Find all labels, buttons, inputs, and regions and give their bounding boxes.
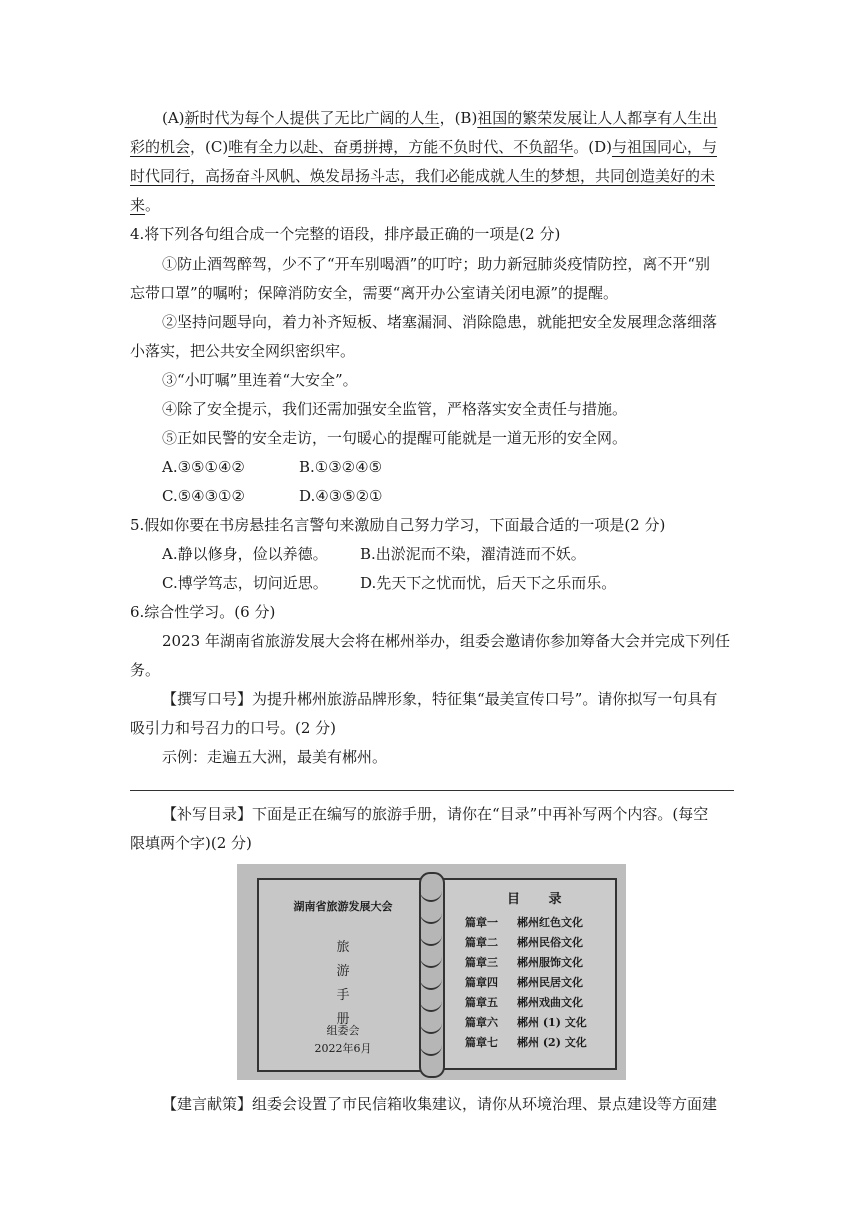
- intro-line-2: [130, 133, 734, 162]
- q5-option-d[interactable]: D.先天下之忧而忧，后天下之乐而乐。: [360, 574, 617, 592]
- intro-line-3: 时代同行，高扬奋斗风帆、焕发昂扬斗志，我们必能成就人生的梦想，共同创造美好的未: [130, 167, 716, 185]
- q6-slogan-b: 吸引力和号召力的口号。(2 分): [130, 719, 337, 737]
- segment-b-end: 彩的机会: [130, 138, 191, 156]
- segment-d-start: 与祖国同心，与: [611, 138, 717, 156]
- toc-text: 郴州 (1) 文化: [517, 1016, 587, 1029]
- q4-sentence-2a: ②坚持问题导向，着力补齐短板、堵塞漏洞、消除隐患，就能把安全发展理念落细落: [162, 313, 718, 331]
- cover-header: 湖南省旅游发展大会: [293, 900, 393, 913]
- toc-chapter: 篇章一: [465, 916, 498, 929]
- q6-intro-b: 务。: [130, 661, 161, 679]
- toc-chapter: 篇章六: [465, 1016, 498, 1029]
- cover-char-2: 游: [336, 964, 350, 979]
- toc-row: [465, 914, 583, 930]
- q6-toc-b: 限填两个字)(2 分): [130, 834, 252, 852]
- cover-org: 组委会: [326, 1024, 360, 1037]
- toc-text: 郴州 (2) 文化: [517, 1036, 587, 1049]
- toc-row: [465, 934, 583, 950]
- toc-row: [465, 994, 583, 1010]
- cover-date: 2022年6月: [314, 1042, 372, 1055]
- q4-sentence-2b: 小落实，把公共安全网织密织牢。: [130, 342, 356, 360]
- q4-option-c[interactable]: C.⑤④③①②: [162, 487, 245, 505]
- booklet-cover: [257, 878, 429, 1072]
- label-a: (A): [162, 109, 185, 127]
- toc-row: [465, 1014, 587, 1030]
- intro-line-1: [162, 104, 734, 133]
- segment-d-end: 来: [130, 196, 146, 214]
- label-b: ，(B): [439, 109, 478, 127]
- q4-option-a[interactable]: A.③⑤①④②: [162, 458, 245, 476]
- toc-chapter: 篇章七: [465, 1036, 498, 1049]
- q4-sentence-4: ④除了安全提示，我们还需加强安全监管，严格落实安全责任与措施。: [162, 400, 628, 418]
- q4-sentence-5: ⑤正如民警的安全走访，一句暖心的提醒可能就是一道无形的安全网。: [162, 429, 628, 447]
- q6-stem: 6.综合性学习。(6 分): [130, 603, 276, 621]
- q4-sentence-1b: 忘带口罩”的嘱咐；保障消防安全，需要“离开办公室请关闭电源”的提醒。: [130, 284, 619, 302]
- q6-slogan-a: 【撰写口号】为提升郴州旅游品牌形象，特征集“最美宣传口号”。请你拟写一句具有: [162, 690, 718, 708]
- cover-char-1: 旅: [336, 940, 350, 955]
- q5-option-c[interactable]: C.博学笃志，切问近思。: [162, 574, 328, 592]
- toc-text: 郴州服饰文化: [517, 956, 583, 969]
- booklet-photo: [237, 864, 626, 1080]
- segment-c: 唯有全力以赴、奋勇拼搏，方能不负时代、不负韶华: [228, 138, 574, 156]
- label-d: 。(D): [573, 138, 612, 156]
- q4-sentence-3: ③“小叮嘱”里连着“大安全”。: [162, 371, 358, 389]
- toc-row: [465, 974, 583, 990]
- q4-option-b[interactable]: B.①③②④⑤: [299, 458, 383, 476]
- cover-char-4: 册: [336, 1012, 350, 1027]
- q6-toc-a: 【补写目录】下面是正在编写的旅游手册，请你在“目录”中再补写两个内容。(每空: [162, 805, 709, 823]
- toc-text: 郴州民俗文化: [517, 936, 583, 949]
- toc-title: 目 录: [507, 892, 574, 907]
- toc-row: [465, 954, 583, 970]
- q5-option-a[interactable]: A.静以修身，俭以养德。: [162, 545, 328, 563]
- q5-stem: 5.假如你要在书房悬挂名言警句来激励自己努力学习，下面最合适的一项是(2 分): [130, 516, 666, 534]
- q5-option-b[interactable]: B.出淤泥而不染，濯清涟而不妖。: [360, 545, 586, 563]
- toc-text: 郴州红色文化: [517, 916, 583, 929]
- q6-intro-a: 2023 年湖南省旅游发展大会将在郴州举办，组委会邀请你参加筹备大会并完成下列任: [162, 632, 730, 650]
- toc-text: 郴州民居文化: [517, 976, 583, 989]
- label-c: ，(C): [190, 138, 229, 156]
- q4-sentence-1a: ①防止酒驾醉驾，少不了“开车别喝酒”的叮咛；助力新冠肺炎疫情防控，离不开“别: [162, 255, 711, 273]
- q4-stem: 4.将下列各句组合成一个完整的语段，排序最正确的一项是(2 分): [130, 225, 561, 243]
- answer-line[interactable]: [130, 790, 734, 791]
- intro-line-4: [130, 191, 734, 220]
- q4-option-d[interactable]: D.④③⑤②①: [299, 487, 383, 505]
- segment-b-start: 祖国的繁荣发展让人人都享有人生出: [477, 109, 718, 127]
- toc-chapter: 篇章五: [465, 996, 498, 1009]
- q6-example: 示例：走遍五大洲，最美有郴州。: [162, 748, 388, 766]
- q6-advice: 【建言献策】组委会设置了市民信箱收集建议，请你从环境治理、景点建设等方面建: [162, 1095, 718, 1113]
- cover-title: [333, 936, 353, 1032]
- toc-text: 郴州戏曲文化: [517, 996, 583, 1009]
- toc-chapter: 篇章四: [465, 976, 498, 989]
- toc-chapter: 篇章三: [465, 956, 498, 969]
- intro-end-punct: 。: [145, 196, 161, 214]
- cover-char-3: 手: [336, 988, 350, 1003]
- toc-chapter: 篇章二: [465, 936, 498, 949]
- segment-a: 新时代为每个人提供了无比广阔的人生: [184, 109, 440, 127]
- toc-row: [465, 1034, 587, 1050]
